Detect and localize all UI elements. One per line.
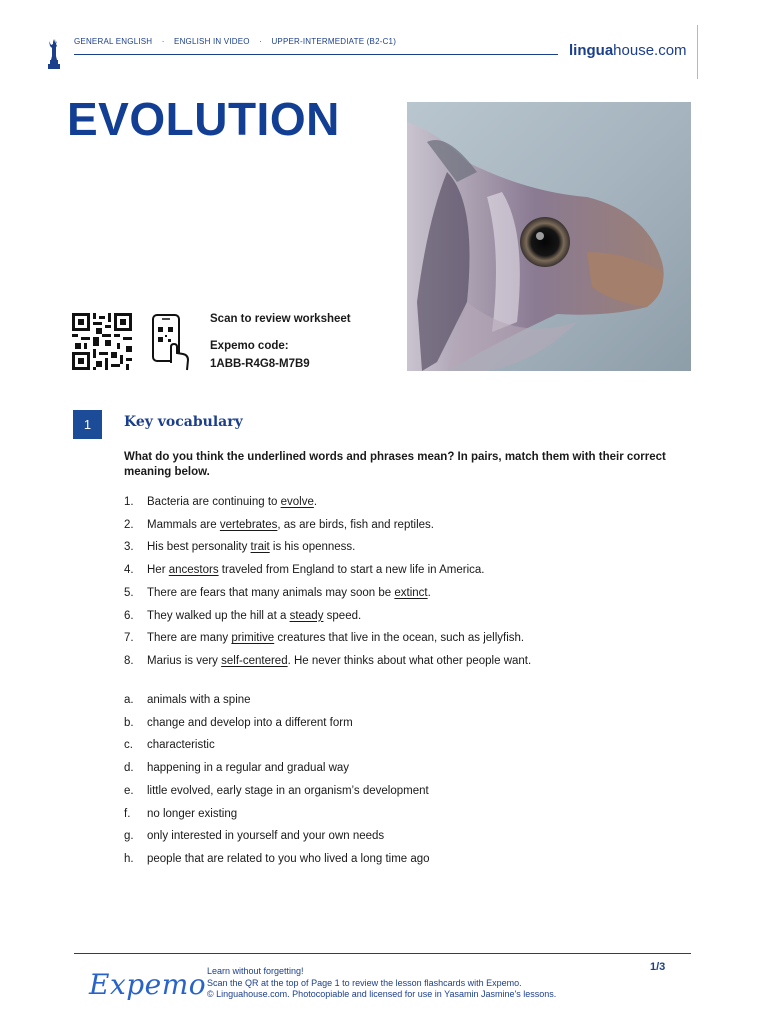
fish-photo	[407, 102, 691, 371]
scan-instruction: Scan to review worksheet	[210, 313, 351, 325]
header-divider	[74, 54, 558, 55]
section-instructions: What do you think the underlined words and phrases mean? In pairs, match them with their correct meaning below.	[124, 451, 666, 478]
vocab-word: primitive	[231, 632, 275, 645]
page-title: EVOLUTION	[67, 93, 340, 145]
section-title: Key vocabulary	[124, 414, 243, 430]
breadcrumb-separator: ·	[161, 37, 165, 46]
vocab-word: ancestors	[168, 564, 219, 577]
phone-scan-icon	[151, 313, 191, 371]
vocab-word: vertebrates	[219, 518, 278, 531]
vocab-word: self-centered	[221, 654, 288, 667]
expemo-code-value: 1ABB-R4G8-M7B9	[210, 358, 310, 370]
qr-code-icon[interactable]	[72, 313, 132, 370]
page-number: 1/3	[650, 961, 666, 973]
breadcrumb-separator: ·	[259, 37, 263, 46]
breadcrumb-item[interactable]: ENGLISH IN VIDEO	[174, 37, 250, 46]
expemo-code-label: Expemo code:	[210, 340, 289, 352]
statue-of-liberty-icon	[47, 38, 61, 70]
vocab-word: steady	[289, 609, 324, 622]
vocab-word: evolve	[280, 496, 314, 508]
vocab-word: extinct	[394, 586, 428, 599]
section-number-badge: 1	[73, 410, 102, 439]
header-vertical-rule	[697, 25, 698, 79]
footer-text: Learn without forgetting! Scan the QR at the top of Page 1 to review the lesson flashcards with Expemo. © Linguahouse.com. Photocopiable and licensed for use in Yasamin Jasmine's lessons.	[207, 966, 557, 999]
breadcrumb-item[interactable]: UPPER-INTERMEDIATE (B2-C1)	[271, 37, 397, 46]
breadcrumb	[74, 37, 396, 46]
brand-logo[interactable]: linguahouse.com	[569, 42, 687, 59]
footer-divider	[74, 953, 691, 954]
vocab-word: trait	[250, 541, 270, 554]
breadcrumb-item[interactable]: GENERAL ENGLISH	[74, 37, 153, 46]
expemo-logo[interactable]: Expemo	[89, 968, 207, 1001]
